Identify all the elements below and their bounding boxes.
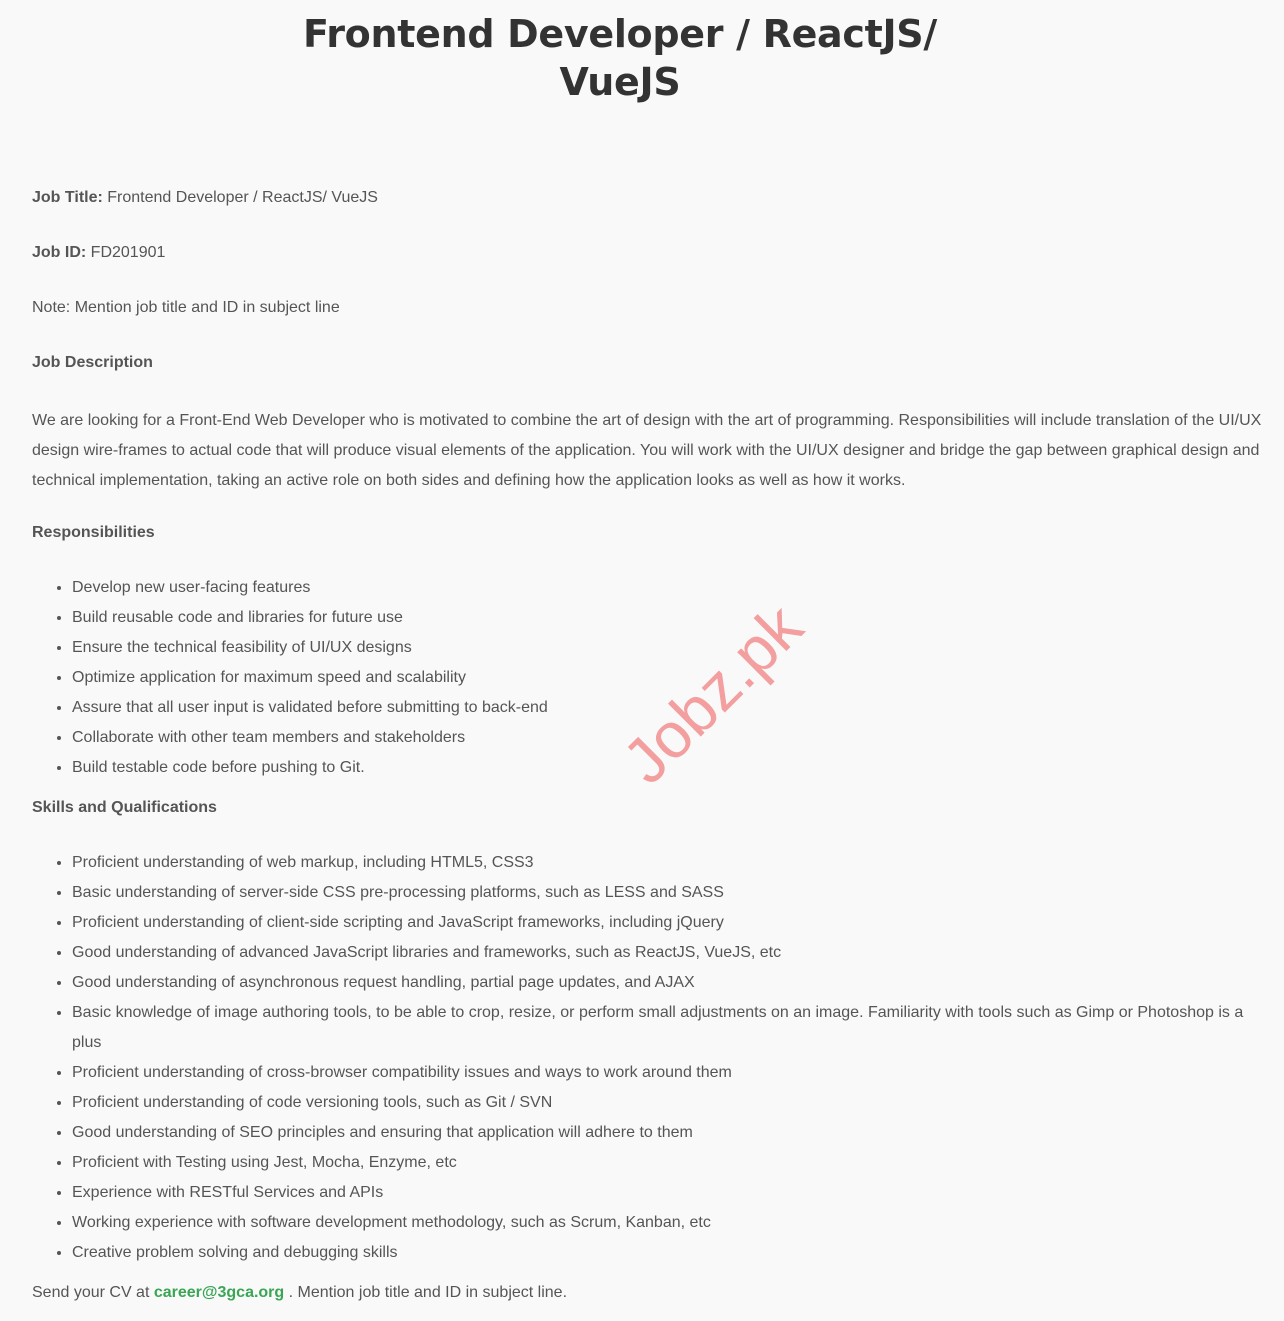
list-item: • Proficient understanding of cross-browser compatibility issues and ways to work around them — [72, 1058, 1268, 1088]
job-id-label: Job ID: — [32, 244, 87, 261]
job-description-heading: Job Description — [32, 354, 153, 371]
job-title-value: Frontend Developer / ReactJS/ VueJS — [107, 189, 378, 206]
list-item: • Proficient understanding of code versioning tools, such as Git / SVN — [72, 1088, 1268, 1118]
page-title-line-1: Frontend Developer / ReactJS/ — [303, 12, 937, 56]
list-item: • Proficient with Testing using Jest, Mocha, Enzyme, etc — [72, 1148, 1268, 1178]
footer-prefix: Send your CV at — [32, 1284, 154, 1301]
skills-heading: Skills and Qualifications — [32, 799, 217, 816]
list-item: • Build testable code before pushing to Git. — [72, 753, 1268, 783]
list-item: • Build reusable code and libraries for future use — [72, 603, 1268, 633]
page-title-line-2: VueJS — [559, 60, 681, 104]
list-item: • Proficient understanding of client-side scripting and JavaScript frameworks, including jQuery — [72, 908, 1268, 938]
email-link[interactable]: career@3gca.org — [153, 1284, 285, 1301]
list-item: • Proficient understanding of web markup, including HTML5, CSS3 — [72, 848, 1268, 878]
responsibilities-list — [32, 573, 1268, 783]
list-item: • Optimize application for maximum speed and scalability — [72, 663, 1268, 693]
footer-suffix: . Mention job title and ID in subject line. — [284, 1284, 568, 1301]
list-item: • Ensure the technical feasibility of UI/UX designs — [72, 633, 1268, 663]
list-item: • Experience with RESTful Services and APIs — [72, 1178, 1268, 1208]
note-text: Note: Mention job title and ID in subject line — [32, 299, 340, 316]
list-item: • Collaborate with other team members and stakeholders — [72, 723, 1268, 753]
responsibilities-heading: Responsibilities — [32, 524, 155, 541]
footer-text — [32, 1282, 567, 1304]
page-title — [300, 10, 940, 106]
list-item: • Basic understanding of server-side CSS pre-processing platforms, such as LESS and SASS — [72, 878, 1268, 908]
job-title-row — [32, 187, 378, 209]
list-item: • Creative problem solving and debugging skills — [72, 1238, 1268, 1268]
job-title-label: Job Title: — [32, 189, 103, 206]
list-item: • Develop new user-facing features — [72, 573, 1268, 603]
list-item: • Working experience with software development methodology, such as Scrum, Kanban, etc — [72, 1208, 1268, 1238]
job-id-value: FD201901 — [90, 244, 166, 261]
list-item: • Basic knowledge of image authoring tools, to be able to crop, resize, or perform small adjustments on an image. Familiarity with tools such as Gimp or Photoshop is a plus — [72, 998, 1268, 1058]
list-item: • Assure that all user input is validated before submitting to back-end — [72, 693, 1268, 723]
watermark-text: Jobz.pk — [608, 590, 816, 798]
job-description-text: We are looking for a Front-End Web Developer who is motivated to combine the art of design with the art of programming. Responsibilities will include translation of the UI/UX design wire-frames to actual code that will produce visual elements of the application. You will work with the UI/UX designer and bridge the gap between graphical design and technical implementation, taking an active role on both sides and defining how the application looks as well as how it works. — [32, 412, 1262, 489]
list-item: • Good understanding of advanced JavaScript libraries and frameworks, such as ReactJS, VueJS, etc — [72, 938, 1268, 968]
list-item: • Good understanding of asynchronous request handling, partial page updates, and AJAX — [72, 968, 1268, 998]
job-id-row — [32, 242, 165, 264]
skills-list — [32, 848, 1268, 1268]
list-item: • Good understanding of SEO principles and ensuring that application will adhere to them — [72, 1118, 1268, 1148]
